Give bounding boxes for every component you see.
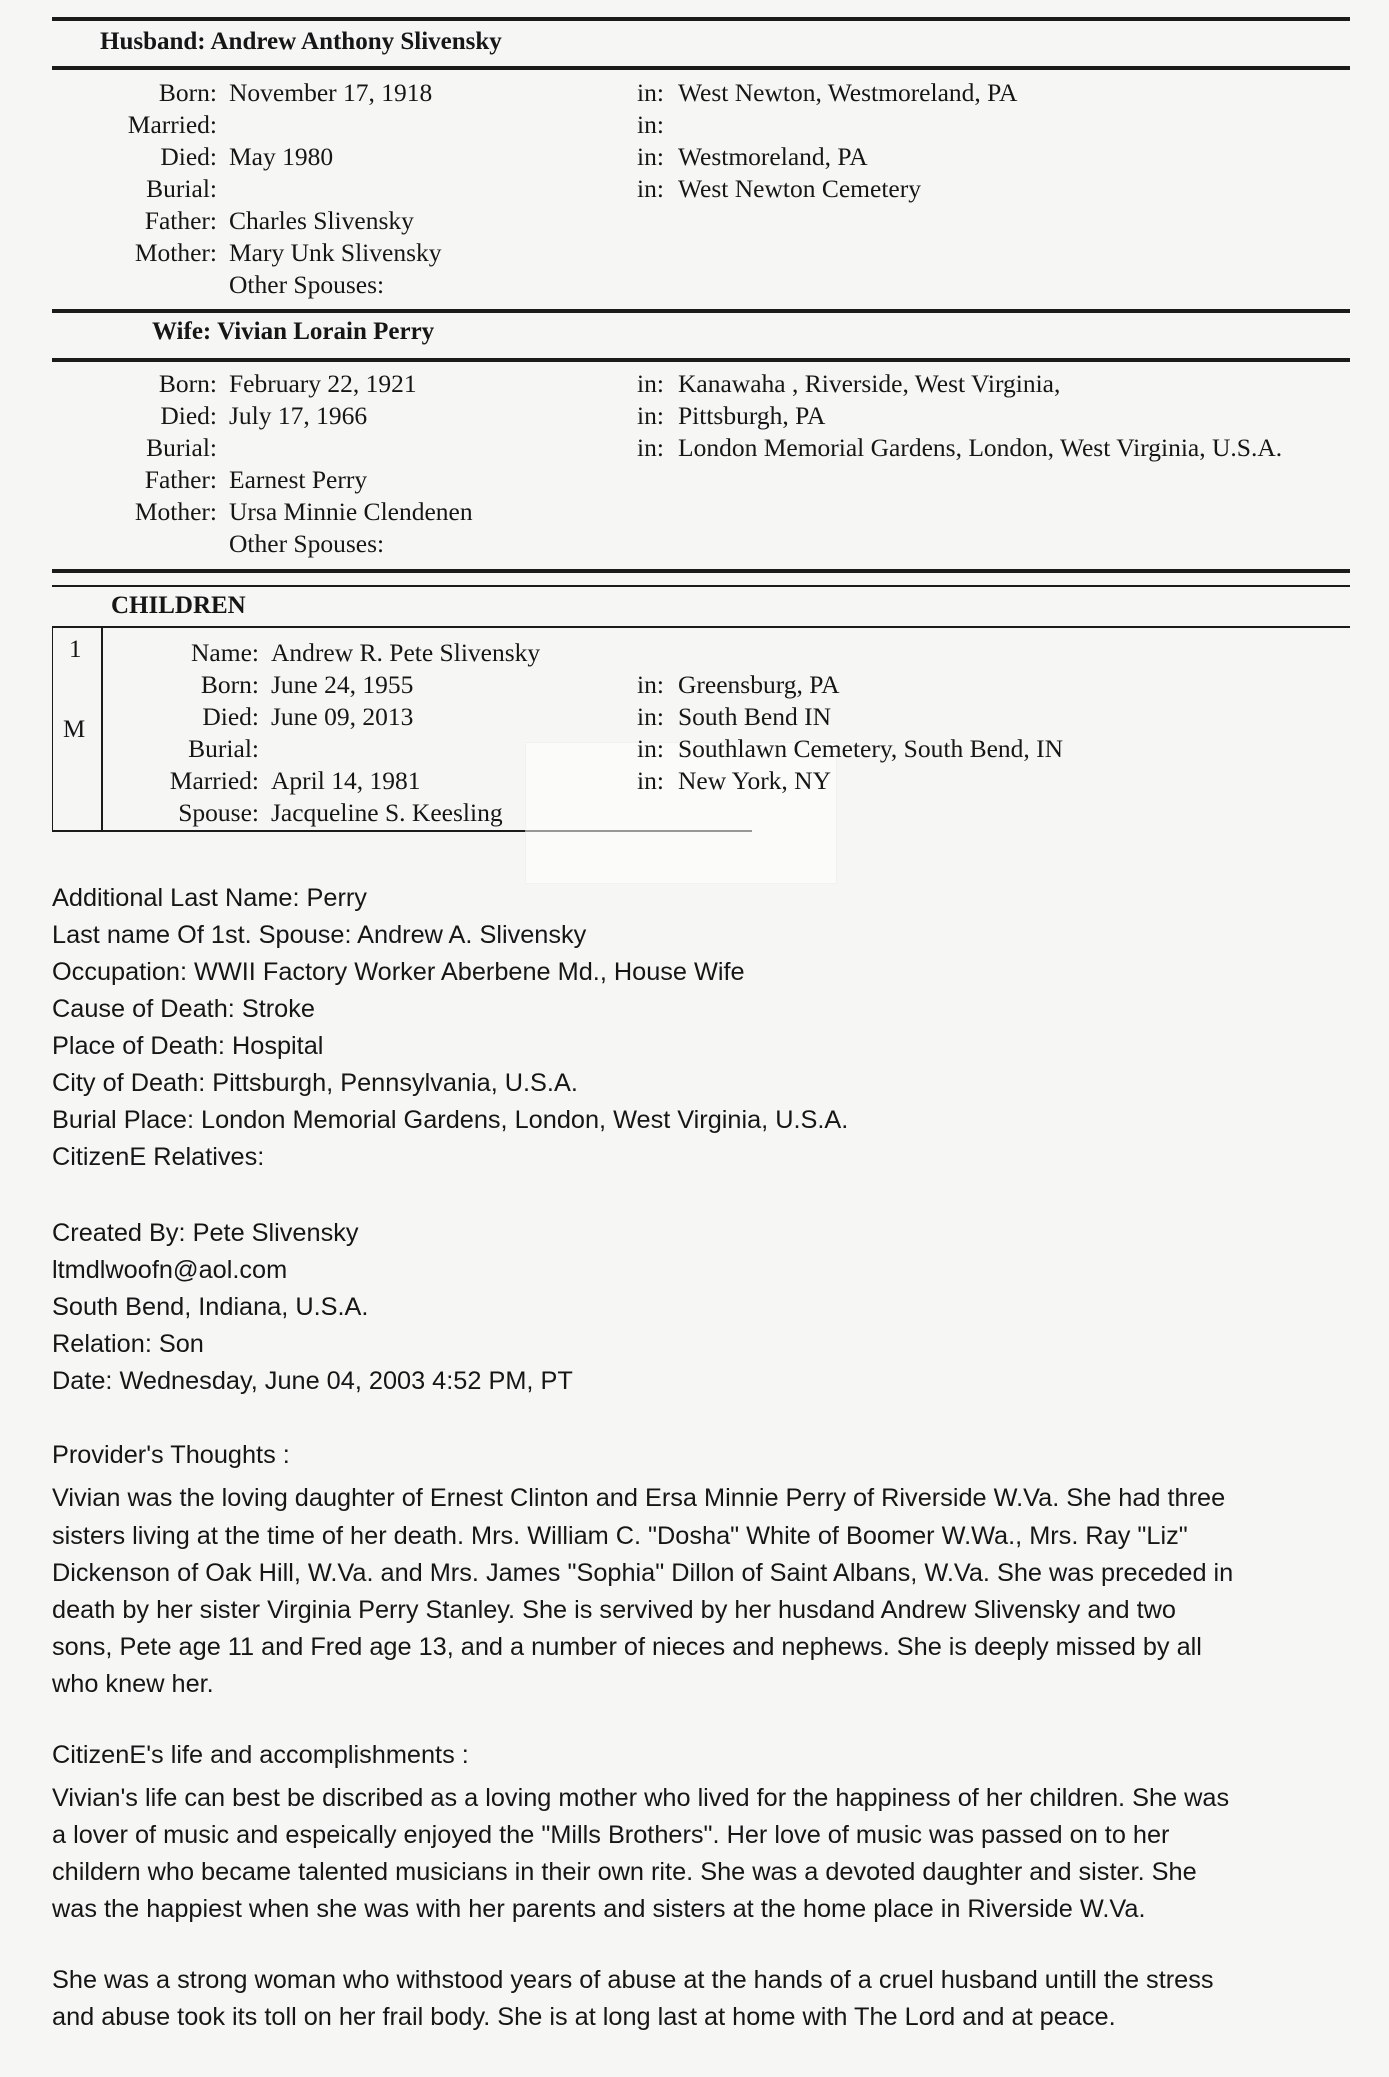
life-line: was the happiest when she was with her parents and sisters at the home place in Riverside W.Va. <box>52 1895 1146 1923</box>
child-name: Andrew R. Pete Slivensky <box>271 638 541 667</box>
creator-email: ltmdlwoofn@aol.com <box>52 1256 288 1284</box>
child-number: 1 <box>69 636 82 663</box>
providers-thoughts-line: sisters living at the time of her death. Mrs. William C. "Dosha" White of Boomer W.Wa., Mrs. Ray "Liz" <box>52 1522 1188 1550</box>
in-label: in: <box>637 433 664 462</box>
burial-label: Burial: <box>188 734 259 763</box>
created-date: Date: Wednesday, June 04, 2003 4:52 PM, PT <box>52 1367 573 1395</box>
wife-mother: Ursa Minnie Clendenen <box>229 497 473 526</box>
in-label: in: <box>637 110 664 139</box>
in-label: in: <box>637 174 664 203</box>
died-label: Died: <box>160 401 217 430</box>
additional-last-name: Additional Last Name: Perry <box>52 884 367 912</box>
married-label: Married: <box>169 766 259 795</box>
child-sex: M <box>63 716 86 743</box>
wife-name: Vivian Lorain Perry <box>217 318 435 345</box>
wife-heading <box>152 318 434 346</box>
in-label: in: <box>637 78 664 107</box>
in-label: in: <box>637 702 664 731</box>
in-label: in: <box>637 142 664 171</box>
providers-thoughts-line: death by her sister Virginia Perry Stanley. She is servived by her husdand Andrew Slivensky and two <box>52 1596 1176 1624</box>
wife-heading-label: Wife: <box>152 318 212 345</box>
mother-label: Mother: <box>134 238 217 267</box>
mother-label: Mother: <box>134 497 217 526</box>
wife-rule <box>52 358 1350 362</box>
other-spouses-label: Other Spouses: <box>229 270 385 299</box>
child-spouse: Jacqueline S. Keesling <box>271 798 503 827</box>
life-line: childern who became talented musicians in their own rite. She was a devoted daughter and sister. She <box>52 1858 1197 1886</box>
husband-died-place: Westmoreland, PA <box>678 142 868 171</box>
cause-of-death: Cause of Death: Stroke <box>52 995 315 1023</box>
wife-burial-place: London Memorial Gardens, London, West Virginia, U.S.A. <box>678 433 1283 462</box>
born-label: Born: <box>200 670 259 699</box>
children-heading: CHILDREN <box>111 592 246 619</box>
children-top-rule-thin <box>52 585 1350 587</box>
top-rule <box>52 17 1350 21</box>
other-spouses-label: Other Spouses: <box>229 529 385 558</box>
in-label: in: <box>637 734 664 763</box>
burial-label: Burial: <box>146 174 217 203</box>
father-label: Father: <box>144 206 217 235</box>
child-died-date: June 09, 2013 <box>271 702 414 731</box>
wife-died-date: July 17, 1966 <box>229 401 368 430</box>
name-label: Name: <box>191 638 259 667</box>
husband-father: Charles Slivensky <box>229 206 414 235</box>
children-top-rule <box>52 569 1350 573</box>
providers-thoughts-line: Dickenson of Oak Hill, W.Va. and Mrs. James "Sophia" Dillon of Saint Albans, W.Va. She was preceded in <box>52 1559 1234 1587</box>
child-married-date: April 14, 1981 <box>271 766 421 795</box>
husband-born-date: November 17, 1918 <box>229 78 433 107</box>
died-label: Died: <box>160 142 217 171</box>
husband-rule <box>52 66 1350 70</box>
in-label: in: <box>637 766 664 795</box>
died-label: Died: <box>202 702 259 731</box>
providers-thoughts-line: Vivian was the loving daughter of Ernest Clinton and Ersa Minnie Perry of Riverside W.Va. She had three <box>52 1484 1226 1512</box>
life-line: a lover of music and espeically enjoyed the "Mills Brothers". Her love of music was passed on to her <box>52 1821 1170 1849</box>
creator-relation: Relation: Son <box>52 1330 204 1358</box>
born-label: Born: <box>158 78 217 107</box>
city-of-death: City of Death: Pittsburgh, Pennsylvania, U.S.A. <box>52 1069 578 1097</box>
husband-heading <box>100 28 502 56</box>
occupation: Occupation: WWII Factory Worker Aberbene Md., House Wife <box>52 958 745 986</box>
husband-burial-place: West Newton Cemetery <box>678 174 921 203</box>
wife-top-rule <box>52 309 1350 313</box>
burial-label: Burial: <box>146 433 217 462</box>
father-label: Father: <box>144 465 217 494</box>
child-born-date: June 24, 1955 <box>271 670 414 699</box>
in-label: in: <box>637 401 664 430</box>
husband-heading-label: Husband: <box>100 28 206 55</box>
child-born-place: Greensburg, PA <box>678 670 840 699</box>
spouse-label: Spouse: <box>178 798 259 827</box>
creator-location: South Bend, Indiana, U.S.A. <box>52 1293 369 1321</box>
life-heading: CitizenE's life and accomplishments : <box>52 1741 469 1769</box>
providers-thoughts-line: sons, Pete age 11 and Fred age 13, and a number of nieces and nephews. She is deeply missed by all <box>52 1633 1202 1661</box>
wife-father: Earnest Perry <box>229 465 368 494</box>
first-spouse-last-name: Last name Of 1st. Spouse: Andrew A. Slivensky <box>52 921 587 949</box>
husband-born-place: West Newton, Westmoreland, PA <box>678 78 1018 107</box>
husband-name: Andrew Anthony Slivensky <box>210 28 502 55</box>
in-label: in: <box>637 670 664 699</box>
life-closing-line: and abuse took its toll on her frail body. She is at long last at home with The Lord and at peace. <box>52 2003 1116 2031</box>
child-married-place: New York, NY <box>678 766 832 795</box>
burial-place: Burial Place: London Memorial Gardens, London, West Virginia, U.S.A. <box>52 1106 849 1134</box>
citizene-relatives: CitizenE Relatives: <box>52 1143 265 1171</box>
wife-died-place: Pittsburgh, PA <box>678 401 826 430</box>
providers-thoughts-line: who knew her. <box>52 1670 214 1698</box>
married-label: Married: <box>127 110 217 139</box>
providers-thoughts-heading: Provider's Thoughts : <box>52 1441 290 1469</box>
place-of-death: Place of Death: Hospital <box>52 1032 324 1060</box>
wife-born-date: February 22, 1921 <box>229 369 417 398</box>
husband-died-date: May 1980 <box>229 142 334 171</box>
husband-mother: Mary Unk Slivensky <box>229 238 442 267</box>
wife-born-place: Kanawaha , Riverside, West Virginia, <box>678 369 1061 398</box>
life-closing-line: She was a strong woman who withstood years of abuse at the hands of a cruel husband untill the stress <box>52 1966 1214 1994</box>
created-by: Created By: Pete Slivensky <box>52 1219 359 1247</box>
life-line: Vivian's life can best be discribed as a loving mother who lived for the happiness of her children. She was <box>52 1784 1230 1812</box>
in-label: in: <box>637 369 664 398</box>
child-burial-place: Southlawn Cemetery, South Bend, IN <box>678 734 1064 763</box>
born-label: Born: <box>158 369 217 398</box>
child-died-place: South Bend IN <box>678 702 831 731</box>
